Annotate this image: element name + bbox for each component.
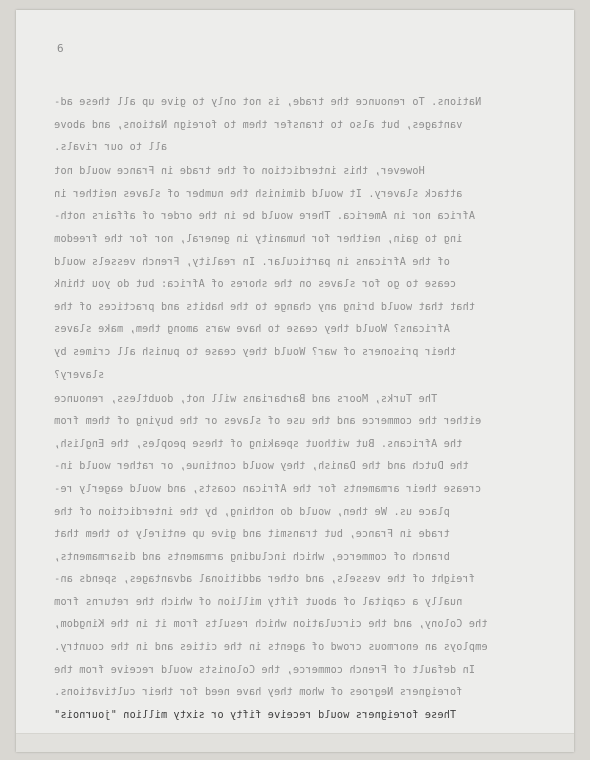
text-line: branch of commerce, which including armaments and disarmaments, [54, 551, 450, 563]
text-line: crease their armaments for the African coasts, and would eagerly re- [54, 483, 482, 495]
document-page [16, 10, 574, 752]
text-line: attack slavery. It would diminish the number of slaves neither in [54, 188, 463, 200]
text-line: nually a capital of about fifty million of which the returns from [54, 596, 463, 608]
text-line: ing to gain, neither for humanity in general, nor for the freedom [54, 233, 463, 245]
text-line: either the commerce and the use of slaves or the buying of them from [54, 416, 482, 428]
text-line: Africans? Would they cease to have wars among them, make slaves [54, 324, 450, 336]
text-line: In default of French commerce, the Colonists would receive from the [54, 664, 475, 676]
text-line: These foreigners would receive fifty or sixty million "journois" [54, 709, 457, 721]
text-line: Africa nor in America. There would be in the order of affairs noth- [54, 211, 475, 223]
text-line: that that would bring any change to the habits and practices of the [54, 301, 475, 313]
text-line: trade in France, but transmit and give up entirely to them that [54, 529, 450, 541]
text-line: the Colony, and the circulation which results from it in the Kingdom, [54, 619, 488, 631]
text-line: However, this interdiction of the trade in France would not [54, 166, 425, 178]
text-line: all to our rivals. [54, 142, 168, 154]
text-line: the Africans. But without speaking of these peoples, the English, [54, 438, 463, 450]
mirrored-typewritten-text [54, 92, 542, 727]
text-line: their prisoners of war? Would they cease to punish all crimes by [54, 346, 457, 358]
text-line: the Dutch and the Danish, they would continue, or rather would in- [54, 461, 469, 473]
text-line: vantages, but also to transfer them to foreign Nations, and above [54, 119, 463, 131]
page-number: 6 [57, 42, 64, 55]
text-line: The Turks, Moors and Barbarians will not, doubtless, renounce [54, 393, 438, 405]
text-line: slavery? [54, 369, 105, 381]
text-line: foreigners Negroes of whom they have need for their cultivations. [54, 687, 463, 699]
text-line: cease to go for slaves on the shores of Africa: but do you think [54, 279, 457, 291]
text-line: place us. We then, would do nothing, by the interdiction of the [54, 506, 450, 518]
text-line: of the Africans in particular. In reality, French vessels would [54, 256, 450, 268]
text-line: freight of the vessels, and other additional advantages, spends an- [54, 574, 475, 586]
text-line: employs an enormous crowd of agents in the cities and in the country. [54, 642, 488, 654]
text-line: Nations. To renounce the trade, is not only to give up all these ad- [54, 97, 482, 108]
